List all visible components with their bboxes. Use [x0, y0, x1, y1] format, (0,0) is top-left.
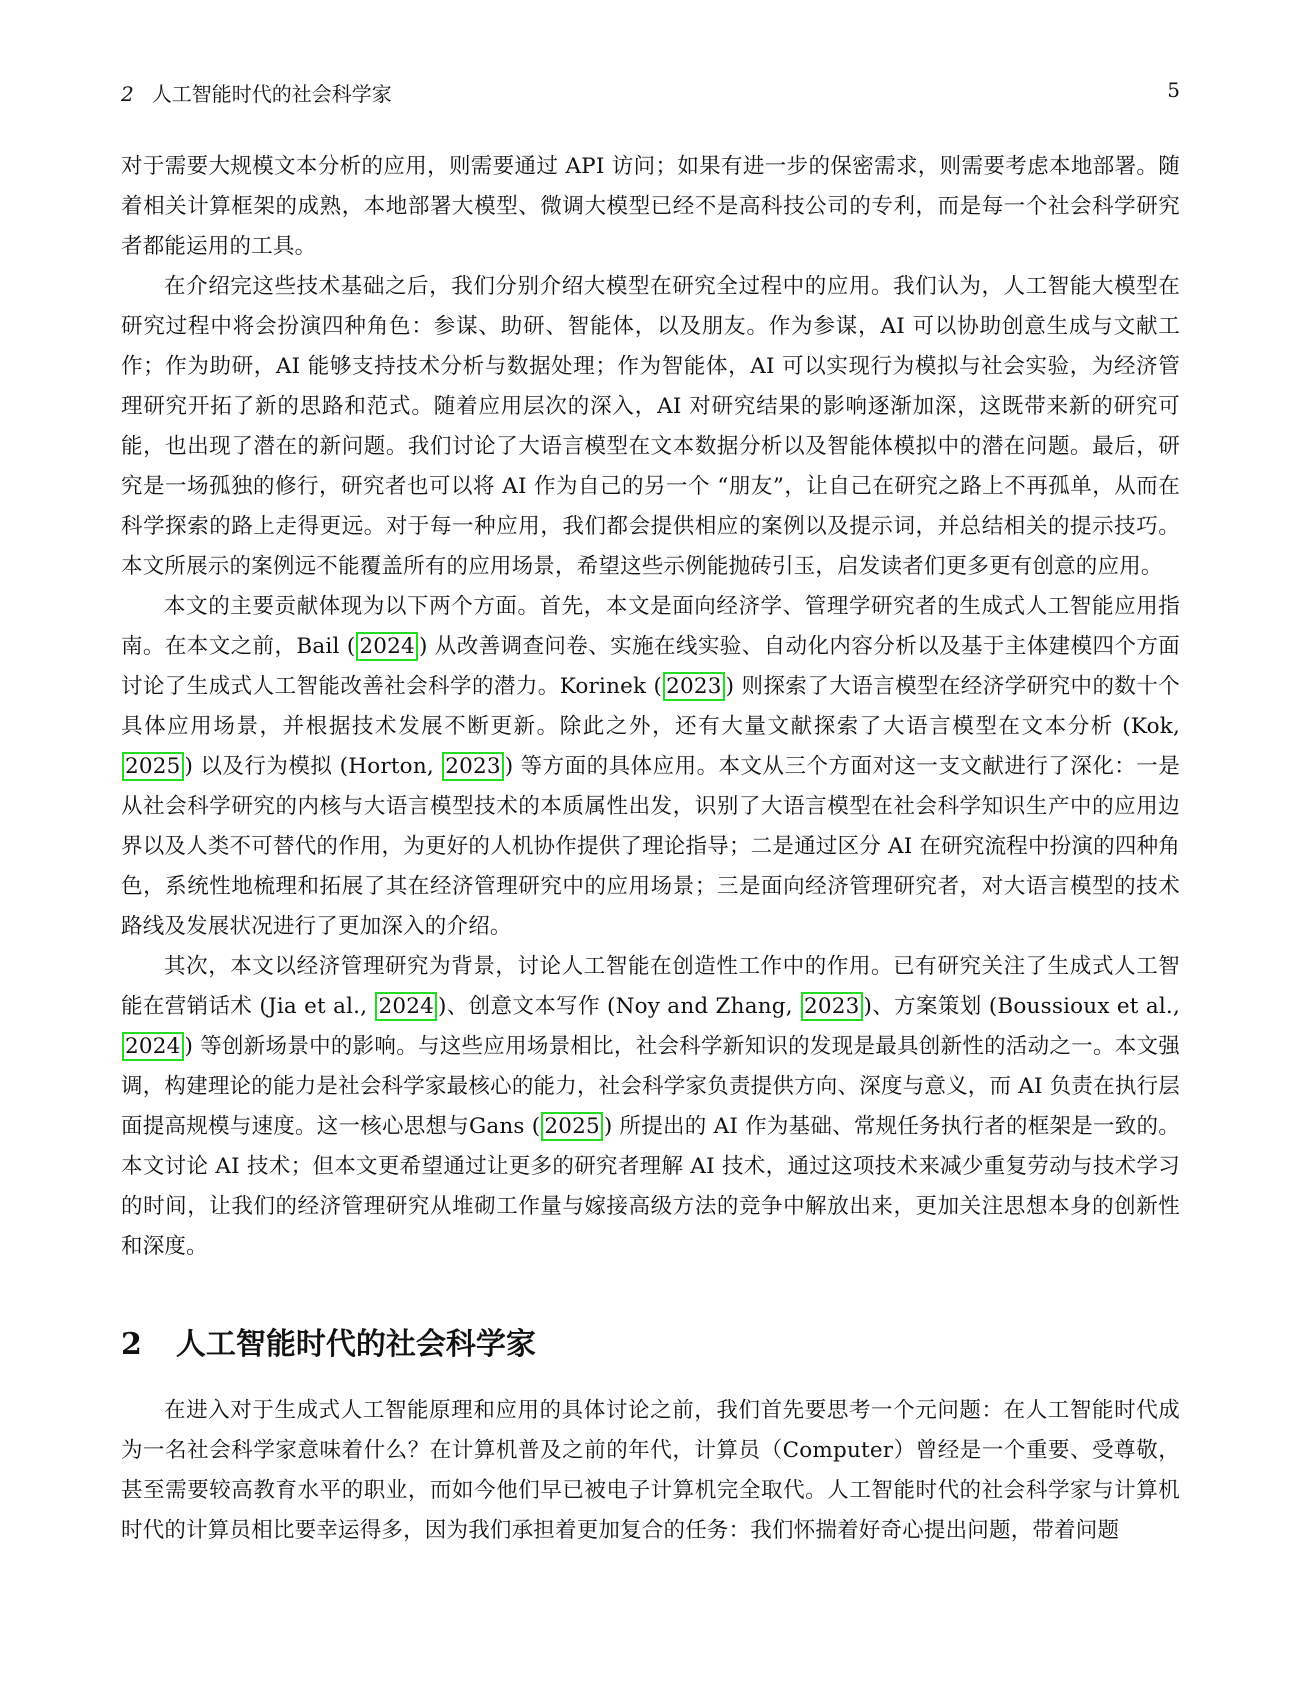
citation-link[interactable]: 2023 [442, 752, 504, 781]
paragraph [121, 947, 1180, 1267]
intro-paragraphs [121, 147, 1180, 1267]
citation-link[interactable]: 2025 [122, 752, 184, 781]
section-paragraphs [121, 1391, 1180, 1551]
citation-link[interactable]: 2024 [122, 1032, 184, 1061]
paragraph-text: 对于需要大规模文本分析的应用，则需要通过 API 访问；如果有进一步的保密需求，则需要考虑本地部署。随着相关计算框架的成熟，本地部署大模型、微调大模型已经不是高科技公司的专利，而是每一个社会科学研究者都能运用的工具。 [121, 154, 1180, 259]
paragraph [121, 587, 1180, 947]
section-heading [121, 1325, 1180, 1365]
paragraph-text: )、方案策划 (Boussioux et al., [863, 994, 1180, 1019]
citation-link[interactable]: 2023 [663, 672, 725, 701]
paragraph-text: ) 以及行为模拟 (Horton, [184, 754, 442, 779]
paragraph-text: ) 所提出的 AI 作为基础、常规任务执行者的框架是一致的。本文讨论 AI 技术；但本文更希望通过让更多的研究者理解 AI 技术，通过这项技术来减少重复劳动与技术学习的时间，让我们的经济管理研究从堆砌工作量与嫁接高级方法的竞争中解放出来，更加关注思想本身的创新性和深度。 [121, 1114, 1180, 1259]
paragraph-text: )、创意文本写作 (Noy and Zhang, [437, 994, 800, 1019]
section-title: 人工智能时代的社会科学家 [175, 1327, 536, 1362]
paragraph-text: ) 则探索了大语言模型在经济学研究中的数十个具体应用场景，并根据技术发展不断更新。除此之外，还有大量文献探索了大语言模型在文本分析 (Kok, [121, 674, 1180, 739]
running-header [121, 78, 1180, 108]
paragraph-text: 在介绍完这些技术基础之后，我们分别介绍大模型在研究全过程中的应用。我们认为，人工智能大模型在研究过程中将会扮演四种角色：参谋、助研、智能体，以及朋友。作为参谋，AI 可以协助创意生成与文献工作；作为助研，AI 能够支持技术分析与数据处理；作为智能体，AI 可以实现行为模拟与社会实验，为经济管理研究开拓了新的思路和范式。随着应用层次的深入，AI 对研究结果的影响逐渐加深，这既带来新的研究可能，也出现了潜在的新问题。我们讨论了大语言模型在文本数据分析以及智能体模拟中的潜在问题。最后，研究是一场孤独的修行，研究者也可以将 AI 作为自己的另一个 “朋友”，让自己在研究之路上不再孤单，从而在科学探索的路上走得更远。对于每一种应用，我们都会提供相应的案例以及提示词，并总结相关的提示技巧。本文所展示的案例远不能覆盖所有的应用场景，希望这些示例能抛砖引玉，启发读者们更多更有创意的应用。 [121, 274, 1180, 579]
citation-link[interactable]: 2025 [541, 1112, 603, 1141]
paragraph-text: ) 等创新场景中的影响。与这些应用场景相比，社会科学新知识的发现是最具创新性的活动之一。本文强调，构建理论的能力是社会科学家最核心的能力，社会科学家负责提供方向、深度与意义，而 AI 负责在执行层面提高规模与速度。这一核心思想与Gans ( [121, 1034, 1180, 1139]
paragraph-text: 其次，本文以经济管理研究为背景，讨论人工智能在创造性工作中的作用。已有研究关注了生成式人工智能在营销话术 (Jia et al., [121, 954, 1180, 1019]
citation-link[interactable]: 2024 [356, 632, 418, 661]
header-section-number: 2 [121, 82, 134, 106]
paragraph-text: ) 等方面的具体应用。本文从三个方面对这一支文献进行了深化：一是从社会科学研究的内核与大语言模型技术的本质属性出发，识别了大语言模型在社会科学知识生产中的应用边界以及人类不可替代的作用，为更好的人机协作提供了理论指导；二是通过区分 AI 在研究流程中扮演的四种角色，系统性地梳理和拓展了其在经济管理研究中的应用场景；三是面向经济管理研究者，对大语言模型的技术路线及发展状况进行了更加深入的介绍。 [121, 754, 1180, 939]
paragraph [121, 147, 1180, 267]
page-body [121, 147, 1180, 1551]
paragraph-text: 本文的主要贡献体现为以下两个方面。首先，本文是面向经济学、管理学研究者的生成式人工智能应用指南。在本文之前，Bail ( [121, 594, 1180, 659]
section-number: 2 [121, 1327, 142, 1362]
citation-link[interactable]: 2024 [375, 992, 437, 1021]
citation-link[interactable]: 2023 [801, 992, 863, 1021]
paragraph-text: ) 从改善调查问卷、实施在线实验、自动化内容分析以及基于主体建模四个方面讨论了生成式人工智能改善社会科学的潜力。Korinek ( [121, 634, 1180, 699]
header-section-title: 人工智能时代的社会科学家 [151, 82, 392, 106]
paragraph [121, 267, 1180, 587]
paragraph-text: 在进入对于生成式人工智能原理和应用的具体讨论之前，我们首先要思考一个元问题：在人工智能时代成为一名社会科学家意味着什么？在计算机普及之前的年代，计算员（Computer）曾经是一个重要、受尊敬，甚至需要较高教育水平的职业，而如今他们早已被电子计算机完全取代。人工智能时代的社会科学家与计算机时代的计算员相比要幸运得多，因为我们承担着更加复合的任务：我们怀揣着好奇心提出问题，带着问题 [121, 1398, 1180, 1543]
paragraph [121, 1391, 1180, 1551]
page-number: 5 [1167, 78, 1180, 102]
